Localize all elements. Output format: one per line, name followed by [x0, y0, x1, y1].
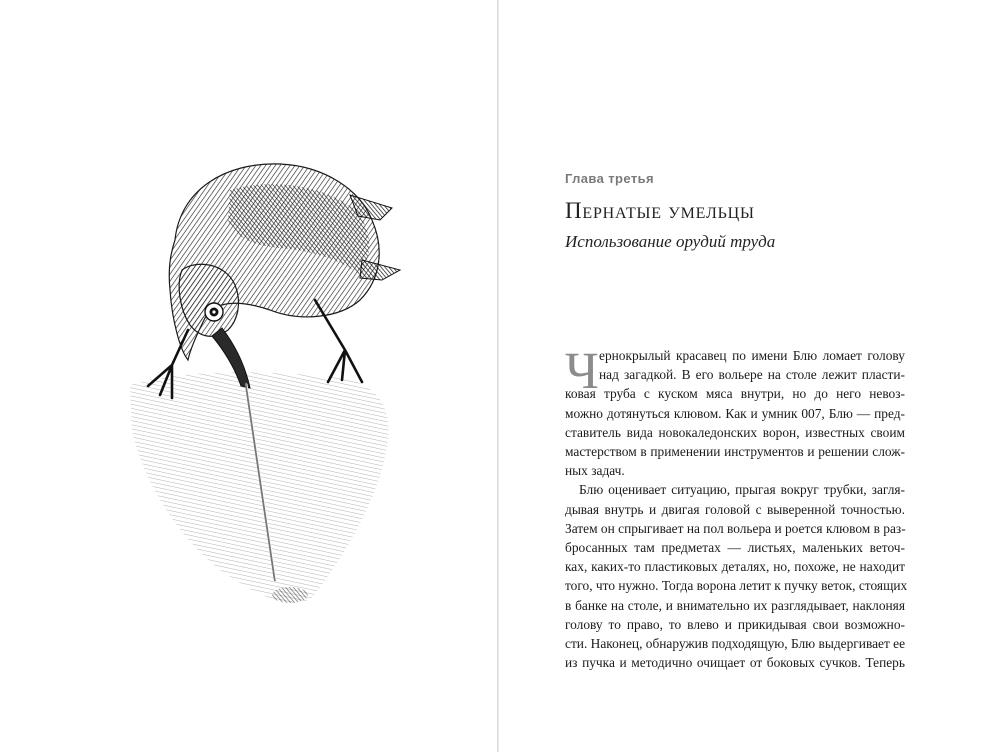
crow-with-stick-illustration [110, 150, 410, 620]
text-line: в банке на столе, и внимательно их разглядывает, наклоняя [565, 597, 905, 613]
text-line: над загадкой. В его вольере на столе лежит пласти- [599, 367, 905, 383]
text-line: ковая труба с куском мяса внутри, но до него невоз- [565, 386, 905, 402]
chapter-title: Пернатые умельцы [565, 198, 755, 223]
left-page [0, 0, 497, 752]
right-page [499, 0, 1000, 752]
text-line: ках, каких-то пластиковых деталях, но, похоже, не находит [565, 559, 905, 575]
text-line: Затем он спрыгивает на пол вольера и роется клювом в раз- [565, 520, 906, 536]
body-text [565, 343, 908, 672]
text-line: сти. Наконец, обнаружив подходящую, Блю выдергивает ее [565, 636, 906, 652]
text-line: ных задач. [565, 463, 625, 479]
chapter-subtitle: Использование орудий труда [565, 232, 776, 251]
text-line: того, что нужно. Тогда ворона летит к пучку веток, стоящих [565, 578, 908, 594]
chapter-label: Глава третья [565, 171, 654, 186]
text-line: ернокрылый красавец по имени Блю ломает голову [599, 348, 905, 363]
text-line: из пучка и методично очищает от боковых сучков. Теперь [565, 655, 905, 671]
drop-cap: Ч [565, 343, 599, 400]
text-line: Блю оценивает ситуацию, прыгая вокруг трубки, загля- [579, 482, 905, 498]
text-line: ставитель вида новокаледонских ворон, известных своим [565, 424, 905, 440]
text-line: можно дотянуться клювом. Как и умник 007, Блю — пред- [565, 405, 905, 421]
text-line: мастерством в применении инструментов и решении слож- [565, 444, 905, 460]
text-line: бросанных там предметах — листьях, маленьких веточ- [565, 540, 905, 556]
text-line: дывая внутрь и двигая головой с выверенной точностью. [565, 501, 905, 517]
text-line: голову то право, то влево и прикидывая свои возможно- [565, 616, 905, 632]
